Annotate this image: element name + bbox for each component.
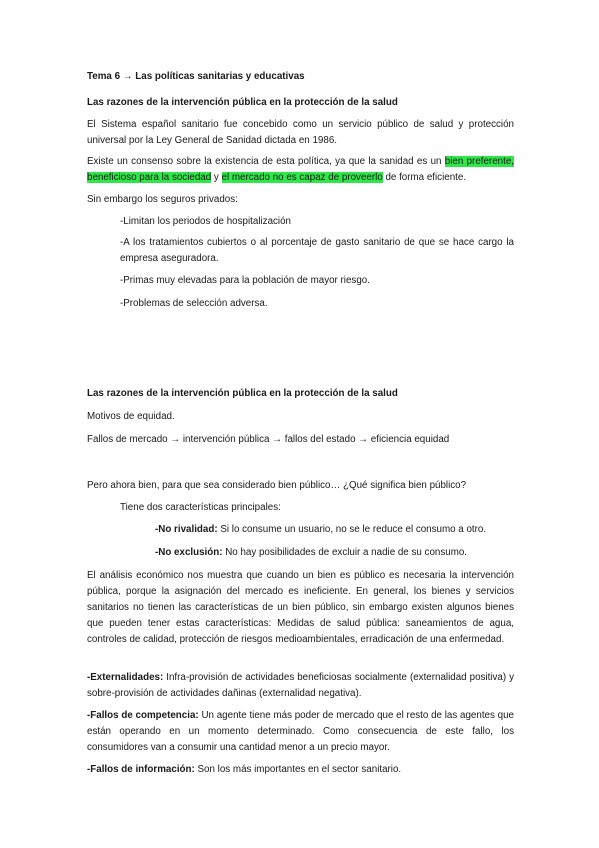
tiene-caracteristicas: Tiene dos características principales:	[120, 502, 281, 513]
failure-text: Son los más importantes en el sector sanitario.	[194, 764, 402, 775]
list-item-seguros: -Primas muy elevadas para la población de mayor riesgo.	[120, 275, 370, 286]
feature-no-rivalidad	[155, 524, 486, 536]
chain-item: fallos del estado	[284, 434, 356, 445]
motivos-equidad: Motivos de equidad.	[87, 411, 175, 422]
doc-title: Tema 6 → Las políticas sanitarias y educativas	[87, 71, 305, 82]
feature-no-exclusion	[155, 547, 467, 559]
list-item-seguros: -A los tratamientos cubiertos o al porcentaje de gasto sanitario de que se hace cargo la empresa aseguradora.	[120, 237, 514, 264]
highlight-mercado: el mercado no es capaz de proveerlo	[221, 172, 383, 183]
list-item-seguros: -Problemas de selección adversa.	[120, 298, 268, 309]
failure-text: Un agente tiene más poder de mercado que el resto de las agentes que están operando en un momento determinado. Como consecuencia de este fallo, los consumidores van a consumir una cantidad menor a un precio mayor.	[87, 710, 515, 753]
chain-item: intervención pública	[182, 434, 270, 445]
failure-term: -Fallos de información:	[87, 764, 195, 775]
paragraph-seguros: Sin embargo los seguros privados:	[87, 194, 238, 205]
list-item-seguros: -Limitan los periodos de hospitalización	[120, 216, 291, 227]
chain-item: eficiencia equidad	[370, 434, 450, 445]
highlight-bien-preferente: bien preferente, beneficioso para la sociedad	[87, 156, 514, 183]
chain-item: Fallos de mercado	[87, 434, 168, 445]
consenso-text-1: Existe un consenso sobre la existencia de esta política, ya que la sanidad es un	[87, 156, 445, 167]
arrow-icon: →	[272, 434, 282, 445]
heading-intervencion-2: Las razones de la intervención pública en la protección de la salud	[87, 388, 398, 399]
chain-fallos	[87, 434, 449, 446]
failure-informacion	[87, 762, 514, 778]
consenso-text-3: de forma eficiente.	[382, 172, 467, 183]
paragraph-analisis: El análisis económico nos muestra que cuando un bien es público es necesaria la intervención pública, porque la asignación del mercado es ineficiente. En general, los bienes y servicios sanitarios no tienen las características de un bien público, sin embargo existen algunos bienes que pueden tener estas características: Medidas de salud pública: saneamientos de agua, controles de calidad, protección de riesgos medioambientales, erradicación de una enfermedad.	[87, 570, 514, 645]
paragraph-sistema: El Sistema español sanitario fue concebido como un servicio público de salud y protección universal por la Ley General de Sanidad dictada en 1986.	[87, 119, 514, 146]
failure-term: -Externalidades:	[87, 672, 164, 683]
feature-term: -No exclusión:	[155, 547, 223, 558]
heading-intervencion-1: Las razones de la intervención pública en la protección de la salud	[87, 97, 398, 108]
failure-text: Infra-provisión de actividades beneficiosas socialmente (externalidad positiva) y sobre-provisión de actividades dañinas (externalidad negativa).	[87, 672, 514, 699]
paragraph-consenso	[87, 154, 514, 186]
feature-term: -No rivalidad:	[155, 524, 218, 535]
failure-competencia	[87, 708, 514, 756]
failure-term: -Fallos de competencia:	[87, 710, 199, 721]
failure-externalidades	[87, 670, 514, 702]
feature-text: No hay posibilidades de excluir a nadie de su consumo.	[222, 547, 468, 558]
arrow-icon: →	[170, 434, 181, 445]
consenso-text-2: y	[211, 172, 222, 183]
question-bien-publico: Pero ahora bien, para que sea considerado bien público… ¿Qué significa bien público?	[87, 480, 467, 491]
feature-text: Si lo consume un usuario, no se le reduce el consumo a otro.	[217, 524, 487, 535]
arrow-icon: →	[358, 434, 369, 445]
